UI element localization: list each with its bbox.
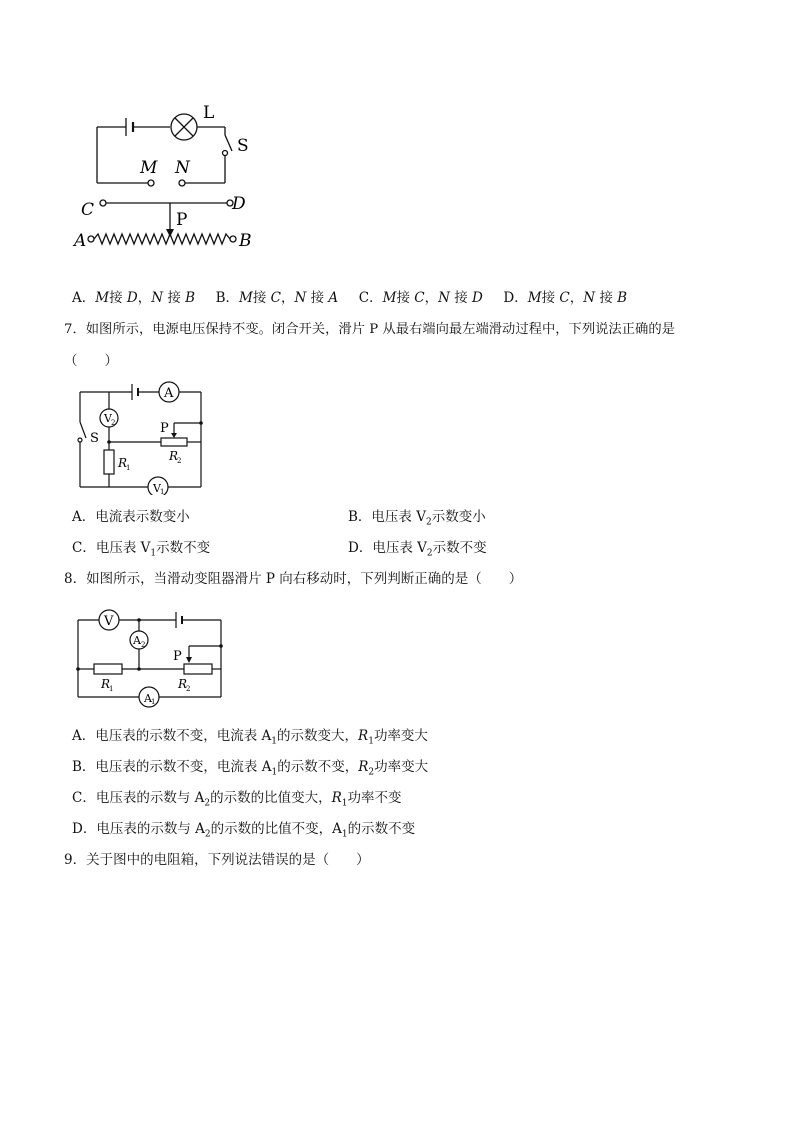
svg-text:R: R bbox=[101, 677, 111, 691]
svg-text:V: V bbox=[104, 614, 114, 629]
svg-text:2: 2 bbox=[186, 685, 191, 693]
terminal-c bbox=[100, 200, 106, 206]
resistor-r2 bbox=[184, 664, 212, 674]
q6-circuit-figure bbox=[70, 95, 270, 255]
resistor-r2 bbox=[161, 438, 187, 446]
switch-blade bbox=[225, 135, 232, 151]
slider-arrow bbox=[166, 229, 174, 237]
svg-text:R: R bbox=[118, 456, 128, 470]
svg-text:A: A bbox=[133, 634, 141, 647]
svg-text:V: V bbox=[104, 412, 112, 425]
svg-text:P: P bbox=[173, 649, 182, 664]
label-s: S bbox=[237, 136, 249, 156]
switch-blade bbox=[80, 422, 86, 438]
resistor-r1 bbox=[104, 450, 114, 474]
terminal-b bbox=[230, 236, 236, 242]
slider-arrow bbox=[186, 657, 192, 663]
terminal-n bbox=[179, 180, 185, 186]
q6-options bbox=[72, 289, 627, 307]
svg-text:P: P bbox=[160, 421, 169, 436]
q8-option-b[interactable]: B．电压表的示数不变，电流表 $A_1$的示数不变，$R_2$功率变大 bbox=[72, 759, 429, 778]
svg-text:A: A bbox=[144, 692, 152, 705]
q9-stem: 9．关于图中的电阻箱，下列说法错误的是（ ） bbox=[64, 852, 370, 868]
svg-text:2: 2 bbox=[141, 641, 146, 649]
label-n: N bbox=[175, 158, 190, 178]
terminal-a bbox=[88, 236, 94, 242]
svg-text:V: V bbox=[153, 482, 161, 495]
label-a: A bbox=[74, 231, 87, 251]
label-m: M bbox=[140, 158, 158, 178]
svg-text:R: R bbox=[178, 677, 188, 691]
svg-text:1: 1 bbox=[151, 698, 156, 706]
label-d: D bbox=[232, 194, 246, 214]
q7-circuit-figure bbox=[70, 380, 220, 495]
q8-option-a[interactable]: A．电压表的示数不变，电流表 $A_1$的示数变大，$R_1$功率变大 bbox=[72, 728, 428, 747]
label-l: L bbox=[203, 103, 215, 123]
svg-text:2: 2 bbox=[111, 419, 116, 427]
svg-text:1: 1 bbox=[160, 488, 165, 495]
label-c: C bbox=[81, 200, 95, 220]
svg-text:1: 1 bbox=[126, 464, 131, 472]
svg-text:2: 2 bbox=[177, 457, 182, 465]
q6-option-b[interactable]: B．M接 C，N 接 A bbox=[215, 290, 339, 306]
q6-option-a[interactable]: A．M接 D，N 接 B bbox=[72, 290, 196, 306]
label-b: B bbox=[239, 231, 252, 251]
q8-stem: 8．如图所示，当滑动变阻器滑片 P 向右移动时，下列判断正确的是（ ） bbox=[64, 571, 523, 587]
q7-stem-line1: 7．如图所示，电源电压保持不变。闭合开关，滑片 P 从最右端向最左端滑动过程中，下列说法正确的是 bbox=[64, 322, 675, 337]
svg-text:R: R bbox=[169, 449, 179, 463]
q6-option-c[interactable]: C．M接 C，N 接 D bbox=[358, 290, 483, 306]
slider-arrow bbox=[171, 433, 177, 438]
resistance-coil bbox=[94, 234, 230, 244]
q7-option-a[interactable]: A．电流表示数变小 bbox=[72, 509, 190, 525]
terminal-m bbox=[148, 180, 154, 186]
svg-text:S: S bbox=[90, 431, 99, 446]
resistor-r1 bbox=[94, 664, 122, 674]
q7-stem-line2: （ ） bbox=[64, 353, 118, 369]
svg-text:A: A bbox=[164, 386, 174, 401]
q7-option-c[interactable]: C．电压表 $V_1$示数不变 bbox=[72, 540, 211, 559]
q7-option-b[interactable]: B．电压表 $V_2$示数变小 bbox=[348, 509, 486, 528]
svg-text:1: 1 bbox=[109, 685, 114, 693]
q7-option-d[interactable]: D．电压表 $V_2$示数不变 bbox=[348, 540, 487, 559]
label-p: P bbox=[176, 210, 188, 230]
q6-option-d[interactable]: D．M接 C，N 接 B bbox=[503, 290, 628, 306]
q8-option-d[interactable]: D．电压表的示数与 $A_2$的示数的比值不变，$A_1$的示数不变 bbox=[72, 821, 416, 840]
q8-option-c[interactable]: C．电压表的示数与 $A_2$的示数的比值变大，$R_1$功率不变 bbox=[72, 790, 402, 809]
q8-circuit-figure bbox=[70, 602, 235, 712]
